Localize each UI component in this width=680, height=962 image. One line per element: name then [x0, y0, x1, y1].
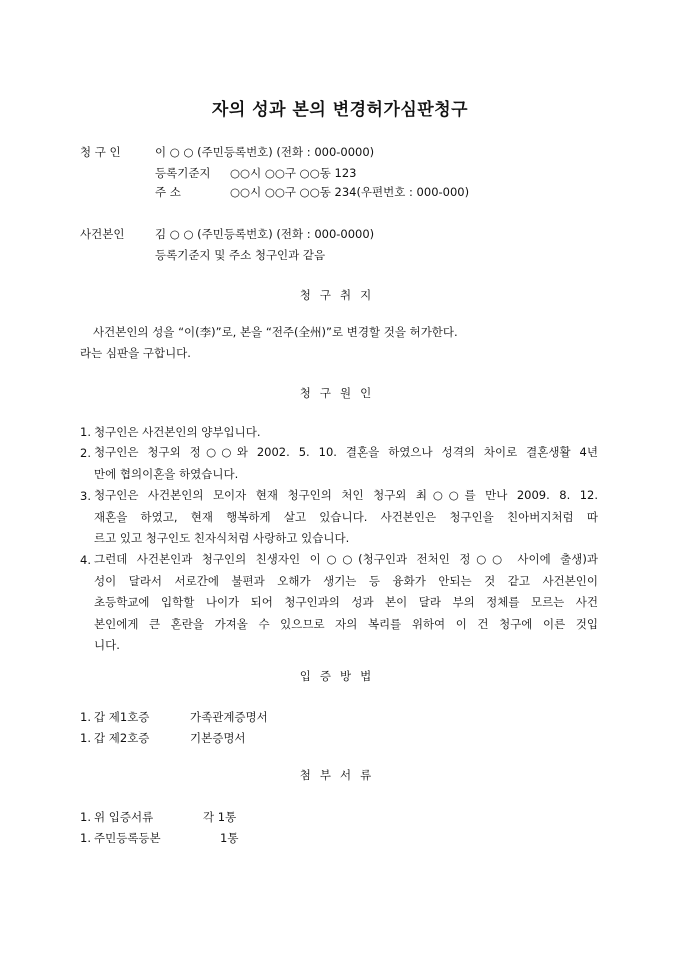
- attachment-item-value: 각 1통: [203, 810, 237, 824]
- evidence-item-number: 1.: [80, 710, 91, 724]
- cause-item-text: 본인에게 큰 혼란을 가져올 수 있으므로 자의 복리를 위하여 이 건 청구에 이른 것입: [94, 617, 598, 631]
- petitioner-address-label: 주 소: [155, 185, 181, 199]
- subject-registry-line: 등록기준지 및 주소 청구인과 같음: [155, 248, 326, 262]
- purpose-line-1: 사건본인의 성을 “이(李)”로, 본을 “전주(全州)”로 변경할 것을 허가한다.: [93, 325, 458, 339]
- cause-item-text: 청구인은 사건본인의 모이자 현재 청구인의 처인 청구외 최○○를 만나 2009. 8. 12.: [94, 488, 598, 502]
- subject-name-line: 김 ○ ○ (주민등록번호) (전화 : 000-0000): [155, 227, 375, 241]
- cause-item-text: 만에 협의이혼을 하였습니다.: [94, 467, 239, 481]
- cause-item-text: 성이 달라서 서로간에 불편과 오해가 생기는 등 융화가 안되는 것 같고 사건본인이: [94, 574, 598, 588]
- cause-item-number: 1.: [80, 425, 91, 439]
- petitioner-label: 청 구 인: [80, 145, 121, 159]
- evidence-item-number: 1.: [80, 731, 91, 745]
- cause-item-text: 재혼을 하였고, 현재 행복하게 살고 있습니다. 사건본인은 청구인을 친아버지처럼 따: [94, 510, 598, 524]
- petitioner-name-line: 이 ○ ○ (주민등록번호) (전화 : 000-0000): [155, 145, 375, 159]
- cause-item-text: 그런데 사건본인과 청구인의 친생자인 이○○(청구인과 전처인 정○○ 사이에 출생)과: [94, 552, 598, 566]
- cause-heading: 청구원인: [299, 386, 381, 400]
- cause-item-number: 2.: [80, 446, 91, 460]
- evidence-item-label: 갑 제2호증: [94, 731, 150, 745]
- cause-item-text: 청구인은 사건본인의 양부입니다.: [94, 425, 261, 439]
- petitioner-address-value: ○○시 ○○구 ○○동 234(우편번호 : 000-000): [230, 185, 470, 199]
- attachment-item-number: 1.: [80, 810, 91, 824]
- petitioner-registry-label: 등록기준지: [155, 166, 211, 180]
- attachment-item-label: 위 입증서류: [94, 810, 154, 824]
- evidence-item-label: 갑 제1호증: [94, 710, 150, 724]
- purpose-heading: 청구취지: [299, 288, 381, 302]
- attachments-heading: 첨부서류: [299, 768, 381, 782]
- cause-item-text: 니다.: [94, 638, 120, 652]
- petitioner-registry-value: ○○시 ○○구 ○○동 123: [230, 166, 357, 180]
- purpose-line-2: 라는 심판을 구합니다.: [80, 346, 191, 360]
- subject-label: 사건본인: [80, 227, 125, 241]
- cause-item-text: 르고 있고 청구인도 친자식처럼 사랑하고 있습니다.: [94, 531, 350, 545]
- attachment-item-value: 1통: [220, 831, 239, 845]
- attachment-item-number: 1.: [80, 831, 91, 845]
- document-title: 자의 성과 본의 변경허가심판청구: [211, 100, 469, 120]
- cause-item-number: 3.: [80, 489, 91, 503]
- cause-item-number: 4.: [80, 553, 91, 567]
- evidence-item-value: 기본증명서: [190, 731, 246, 745]
- attachment-item-label: 주민등록등본: [94, 831, 161, 845]
- evidence-heading: 입증방법: [299, 669, 381, 683]
- cause-item-text: 초등학교에 입학할 나이가 되어 청구인과의 성과 본이 달라 부의 정체를 모르는 사건: [94, 595, 598, 609]
- evidence-item-value: 가족관계증명서: [190, 710, 268, 724]
- cause-item-text: 청구인은 청구외 정○○와 2002. 5. 10. 결혼을 하였으나 성격의 차이로 결혼생활 4년: [94, 445, 598, 459]
